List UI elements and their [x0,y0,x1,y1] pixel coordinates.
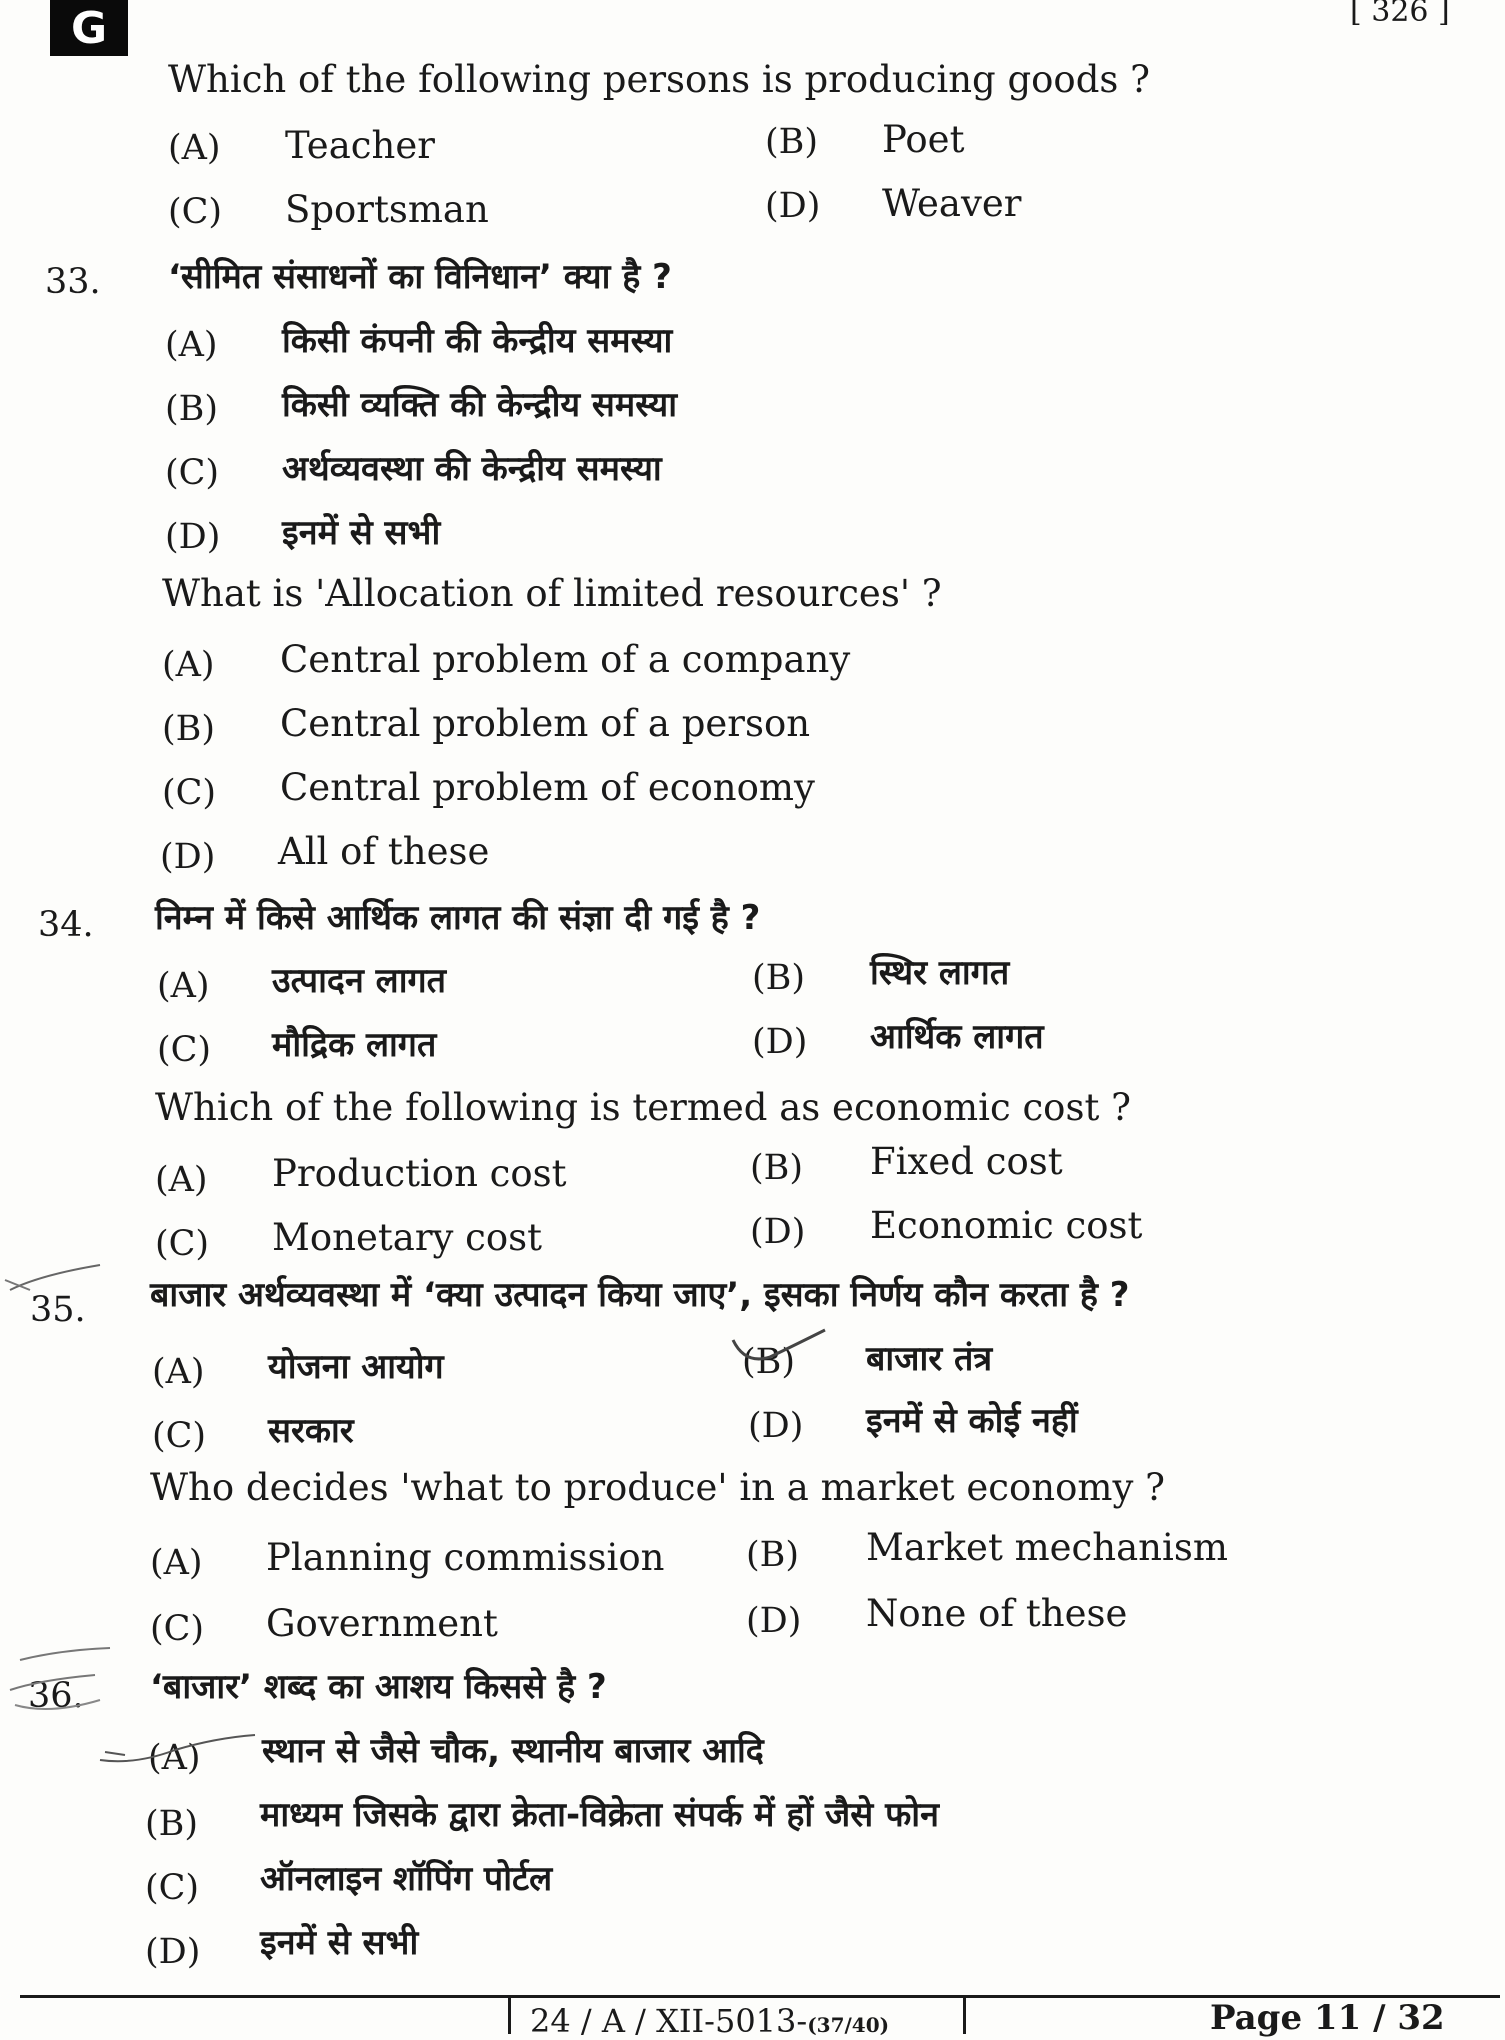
q33-en-opt-a-text: Central problem of a company [280,638,851,681]
q35-number: 35. [30,1290,86,1330]
q34-en-opt-c-letter: (C) [155,1224,210,1264]
q33-hi-opt-d-text: इनमें से सभी [282,513,441,553]
q34-hi-opt-d-text: आर्थिक लागत [870,1017,1044,1057]
footer-divider [963,1998,966,2034]
q35-question-hi: बाजार अर्थव्यवस्था में ‘क्या उत्पादन किया जाए’, इसका निर्णय कौन करता है ? [150,1275,1130,1315]
q34-en-opt-d-text: Economic cost [870,1204,1143,1247]
q35-en-opt-d-text: None of these [866,1592,1128,1635]
q36-question-hi: ‘बाजार’ शब्द का आशय किससे है ? [150,1667,607,1707]
q36-answer-mark-icon [95,1730,265,1780]
q34-en-opt-b-letter: (B) [750,1148,804,1188]
q35-hi-opt-d-letter: (D) [748,1406,804,1446]
q33-en-opt-b-letter: (B) [162,709,216,749]
q34-en-opt-a-text: Production cost [272,1152,567,1195]
q34-hi-opt-d-letter: (D) [752,1022,808,1062]
q34-en-opt-b-text: Fixed cost [870,1140,1063,1183]
q35-answer-mark-icon [725,1325,835,1375]
q33-en-opt-c-letter: (C) [162,773,217,813]
q32-opt-a-text: Teacher [285,124,435,167]
q35-en-opt-c-text: Government [266,1602,498,1645]
q33-hi-opt-a-text: किसी कंपनी की केन्द्रीय समस्या [282,321,673,361]
q36-hi-opt-b-text: माध्यम जिसके द्वारा क्रेता-विक्रेता संपर्क में हों जैसे फोन [260,1795,939,1835]
q34-hi-opt-b-letter: (B) [752,958,806,998]
q36-pencil-scribble-icon [0,1640,150,1730]
q34-number: 34. [38,905,94,945]
q36-hi-opt-d-letter: (D) [145,1932,201,1972]
q35-en-opt-b-letter: (B) [746,1535,800,1575]
q33-en-opt-a-letter: (A) [162,645,215,685]
q34-hi-opt-a-letter: (A) [157,966,210,1006]
set-badge: G [50,0,128,56]
q35-hi-opt-b-text: बाजार तंत्र [866,1339,993,1379]
q36-hi-opt-c-letter: (C) [145,1868,200,1908]
q33-number: 33. [45,262,101,302]
q33-question-en: What is 'Allocation of limited resources' ? [162,572,942,615]
q35-hi-opt-c-letter: (C) [152,1416,207,1456]
footer-code-text: 24 / A / XII-5013- [530,2002,808,2040]
q34-question-en: Which of the following is termed as economic cost ? [155,1086,1131,1129]
footer-paper-code [530,2002,889,2040]
q32-opt-c-letter: (C) [168,192,223,232]
q36-hi-opt-b-letter: (B) [145,1804,199,1844]
q36-number: 36. [28,1676,84,1716]
paper-code: [ 326 ] [1350,0,1450,29]
q34-en-opt-a-letter: (A) [155,1160,208,1200]
footer-code-suffix: (37/40) [807,2013,890,2037]
q34-hi-opt-b-text: स्थिर लागत [870,953,1010,993]
q33-hi-opt-d-letter: (D) [165,517,221,557]
q35-hi-opt-d-text: इनमें से कोई नहीं [866,1401,1078,1441]
q33-en-opt-c-text: Central problem of economy [280,766,815,809]
q33-hi-opt-a-letter: (A) [165,325,218,365]
q35-pencil-tick-icon [0,1250,140,1310]
q35-en-opt-a-letter: (A) [150,1543,203,1583]
q33-en-opt-d-text: All of these [278,830,490,873]
q33-hi-opt-c-letter: (C) [165,453,220,493]
q34-en-opt-d-letter: (D) [750,1212,806,1252]
q35-hi-opt-c-text: सरकार [268,1411,354,1451]
q35-en-opt-d-letter: (D) [746,1601,802,1641]
q33-hi-opt-b-text: किसी व्यक्ति की केन्द्रीय समस्या [282,385,677,425]
q34-en-opt-c-text: Monetary cost [272,1216,543,1259]
q33-hi-opt-b-letter: (B) [165,389,219,429]
q36-hi-opt-a-letter: (A) [148,1738,201,1778]
q34-question-hi: निम्न में किसे आर्थिक लागत की संज्ञा दी गई है ? [155,898,761,938]
q33-hi-opt-c-text: अर्थव्यवस्था की केन्द्रीय समस्या [282,449,662,489]
q35-question-en: Who decides 'what to produce' in a market economy ? [150,1466,1165,1509]
q35-hi-opt-b-letter: (B) [742,1342,796,1382]
q36-hi-opt-c-text: ऑनलाइन शॉपिंग पोर्टल [260,1859,553,1899]
q36-hi-opt-d-text: इनमें से सभी [260,1923,419,1963]
q33-question-hi: ‘सीमित संसाधनों का विनिधान’ क्या है ? [168,257,672,297]
q35-hi-opt-a-letter: (A) [152,1352,205,1392]
q34-hi-opt-a-text: उत्पादन लागत [272,961,447,1001]
q35-en-opt-c-letter: (C) [150,1609,205,1649]
q32-opt-d-text: Weaver [882,182,1022,225]
q32-opt-d-letter: (D) [765,186,821,226]
q32-opt-a-letter: (A) [168,128,221,168]
q34-hi-opt-c-text: मौद्रिक लागत [272,1025,437,1065]
page-number: Page 11 / 32 [1210,1998,1445,2038]
q35-en-opt-b-text: Market mechanism [866,1526,1228,1569]
q32-opt-b-letter: (B) [765,122,819,162]
q35-hi-opt-a-text: योजना आयोग [268,1347,444,1387]
q32-opt-b-text: Poet [882,118,965,161]
q32-opt-c-text: Sportsman [285,188,489,231]
q35-en-opt-a-text: Planning commission [266,1536,665,1579]
q34-hi-opt-c-letter: (C) [157,1030,212,1070]
q32-question-en: Which of the following persons is producing goods ? [168,58,1150,101]
q36-hi-opt-a-text: स्थान से जैसे चौक, स्थानीय बाजार आदि [262,1731,764,1771]
q33-en-opt-b-text: Central problem of a person [280,702,811,745]
q33-en-opt-d-letter: (D) [160,837,216,877]
footer-divider [508,1998,511,2034]
